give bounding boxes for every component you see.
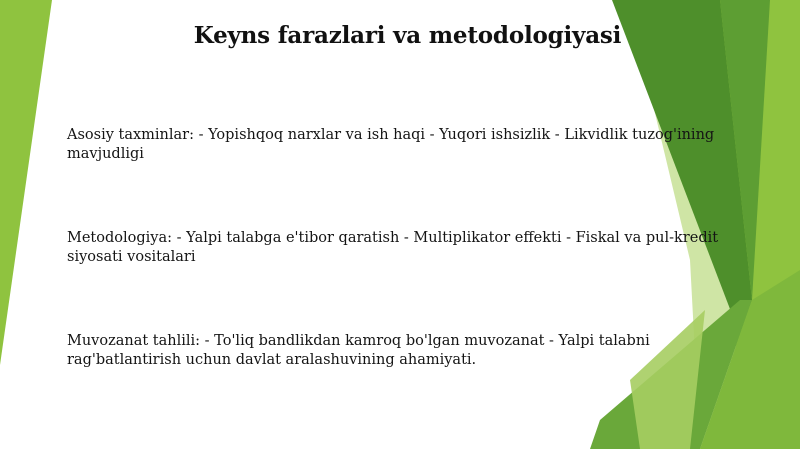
paragraph-methodology: Metodologiya: - Yalpi talabga e'tibor qaratish - Multiplikator effekti - Fiskal va pul-kredit siyosati vositalari xyxy=(67,230,719,265)
paragraph-assumptions: Asosiy taxminlar: - Yopishqoq narxlar va ish haqi - Yuqori ishsizlik - Likvidlik tuzog'ining mavjudligi xyxy=(67,127,715,162)
slide-title: Keyns farazlari va metodologiyasi xyxy=(193,22,622,49)
left-green-band xyxy=(0,0,52,365)
paragraph-equilibrium: Muvozanat tahlili: - To'liq bandlikdan kamroq bo'lgan muvozanat - Yalpi talabni rag'batlantirish uchun davlat aralashuvining ahamiyati. xyxy=(67,333,650,368)
